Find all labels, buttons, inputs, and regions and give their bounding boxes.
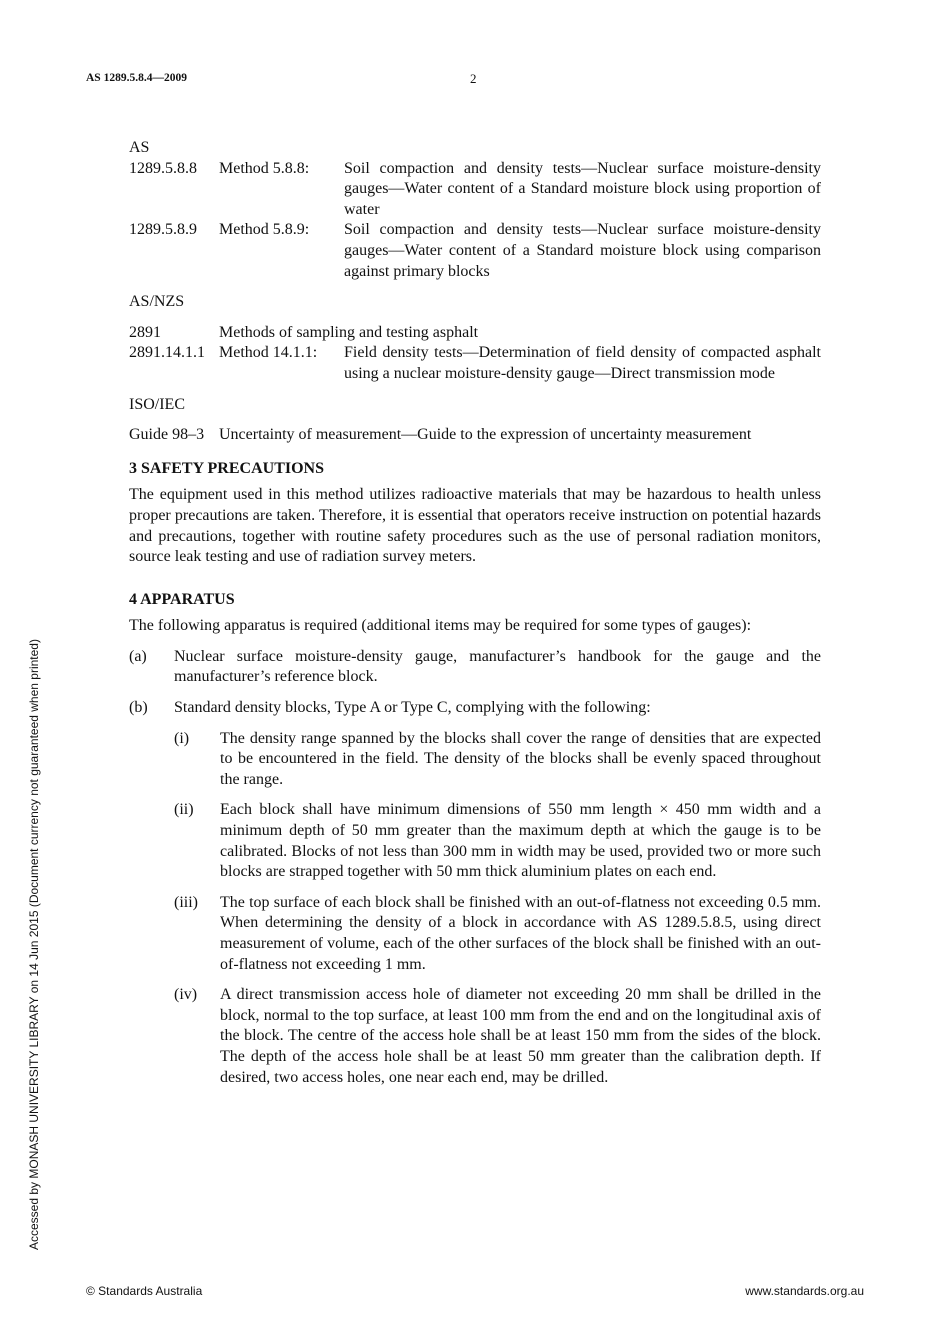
sub-list-label: (iii) [174, 893, 198, 911]
list-text: Standard density blocks, Type A or Type C, complying with the following: [174, 699, 651, 717]
ref-method: Method 5.8.9: [219, 221, 310, 239]
sub-list-label: (i) [174, 729, 190, 747]
page-body [129, 138, 821, 1088]
ref-number: 2891.14.1.1 [129, 344, 205, 362]
sub-list-label: (ii) [174, 801, 194, 819]
sub-list-label: (iv) [174, 986, 198, 1004]
section-4-heading: 4 APPARATUS [129, 590, 235, 608]
ref-number: 1289.5.8.8 [129, 159, 197, 177]
page-number: 2 [470, 71, 477, 86]
sub-list-item [174, 893, 821, 975]
footer-url[interactable]: www.standards.org.au [745, 1284, 864, 1298]
document-id: AS 1289.5.8.4—2009 [86, 72, 187, 84]
ref-number: 1289.5.8.9 [129, 221, 197, 239]
ref-method: Method 14.1.1: [219, 344, 318, 362]
ref-row [129, 323, 821, 344]
ref-number: Guide 98–3 [129, 426, 205, 444]
section-4-intro: The following apparatus is required (additional items may be required for some types of gauges): [129, 617, 752, 635]
ref-title: Field density tests—Determination of field density of compacted asphalt using a nuclear moisture-density gauge—Direct transmission mode [344, 344, 821, 382]
sub-list-item [174, 985, 821, 1088]
list-text: Nuclear surface moisture-density gauge, manufacturer’s handbook for the gauge and the manufacturer’s reference block. [174, 647, 821, 686]
ref-group-title-asnzs: AS/NZS [129, 293, 185, 311]
list-item [129, 698, 821, 719]
list-item [129, 647, 821, 688]
access-watermark: Accessed by MONASH UNIVERSITY LIBRARY on 14 Jun 2015 (Document currency not guaranteed when printed) [27, 639, 41, 1250]
sub-list-item [174, 800, 821, 882]
ref-group-title-isoiec: ISO/IEC [129, 395, 185, 413]
sub-list-text: The density range spanned by the blocks shall cover the range of densities that are expected to be encountered in the field. The density of the blocks shall be evenly spaced throughout the range. [220, 729, 821, 788]
section-3-heading: 3 SAFETY PRECAUTIONS [129, 459, 324, 477]
ref-row [129, 159, 821, 221]
section-3-text: The equipment used in this method utilizes radioactive materials that may be hazardous to health unless proper precautions are taken. Therefore, it is essential that operators receive instruction on potential hazards and precautions, together with routine safety procedures such as the use of personal radiation monitors, source leak testing and use of radiation survey meters. [129, 486, 821, 566]
ref-number: 2891 [129, 323, 161, 341]
ref-row [129, 343, 821, 384]
ref-method: Method 5.8.8: [219, 159, 310, 177]
ref-title: Soil compaction and density tests—Nuclear surface moisture-density gauges—Water content of a Standard moisture block using proportion of water [344, 159, 821, 218]
sub-list-text: A direct transmission access hole of diameter not exceeding 20 mm shall be drilled in the block, normal to the top surface, at least 100 mm from the end and on the longitudinal axis of the block. The centre of the access hole shall be at least 150 mm from the sides of the block. The depth of the access hole shall be at least 50 mm greater than the calibration depth. If desired, two access holes, one near each end, may be drilled. [220, 986, 821, 1086]
ref-group-title-as: AS [129, 139, 150, 156]
sub-list-text: Each block shall have minimum dimensions of 550 mm length × 450 mm width and a minimum depth of 50 mm greater than the maximum depth at which the gauge is to be calibrated. Blocks of not less than 300 mm in width may be used, provided two or more such blocks are strapped together with 50 mm thick aluminium plates on each end. [220, 801, 821, 881]
sub-list-item [174, 729, 821, 791]
ref-row [129, 220, 821, 282]
ref-title: Soil compaction and density tests—Nuclear surface moisture-density gauges—Water content of a Standard moisture block using comparison against primary blocks [344, 221, 821, 280]
list-label: (b) [129, 699, 148, 717]
footer-copyright: © Standards Australia [86, 1284, 203, 1298]
ref-title: Methods of sampling and testing asphalt [219, 323, 479, 341]
ref-title: Uncertainty of measurement—Guide to the expression of uncertainty measurement [219, 426, 752, 444]
list-label: (a) [129, 647, 147, 665]
sub-list-text: The top surface of each block shall be finished with an out-of-flatness not exceeding 0.5 mm. When determining the density of a block in accordance with AS 1289.5.8.5, using direct measurement of volume, each of the other surfaces of the block shall be finished with an out-of-flatness not exceeding 1 mm. [220, 893, 821, 973]
ref-row [129, 425, 821, 446]
